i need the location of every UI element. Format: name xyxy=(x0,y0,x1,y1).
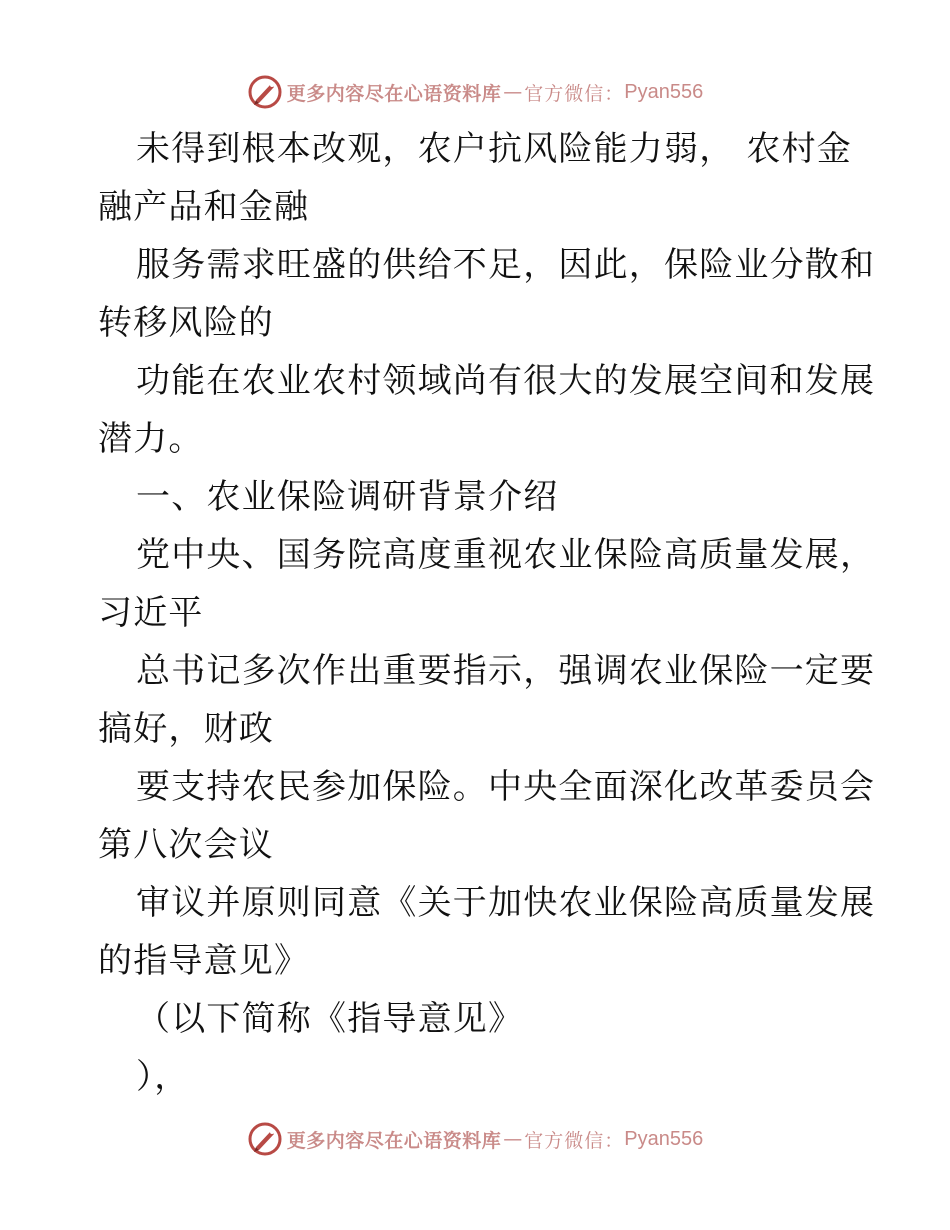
header-banner xyxy=(0,70,950,114)
text-line: 的指导意见》 xyxy=(98,941,310,981)
text-line: 要支持农民参加保险。中央全面深化改革委员会 xyxy=(136,767,876,807)
text-line: 功能在农业农村领域尚有很大的发展空间和发展 xyxy=(136,361,876,401)
text-line: 总书记多次作出重要指示，强调农业保险一定要 xyxy=(136,651,876,691)
banner-dash: — xyxy=(503,81,523,103)
text-line: 党中央、国务院高度重视农业保险高质量发展， xyxy=(136,535,876,575)
text-line: 融产品和金融 xyxy=(98,187,310,227)
text-line: 转移风险的 xyxy=(98,303,274,343)
pen-logo-icon xyxy=(247,74,283,110)
banner-title: 更多内容尽在心语资料库 xyxy=(286,82,502,105)
text-line: 搞好，财政 xyxy=(98,709,274,749)
text-line: 审议并原则同意《关于加快农业保险高质量发展 xyxy=(136,883,876,923)
banner-wechat-label: 官方微信： xyxy=(524,1129,625,1152)
text-line: 服务需求旺盛的供给不足，因此，保险业分散和 xyxy=(136,245,876,285)
banner-wechat-id: Pyan556 xyxy=(624,1127,704,1150)
text-line: 未得到根本改观，农户抗风险能力弱， 农村金 xyxy=(136,129,853,169)
footer-banner xyxy=(0,1117,950,1161)
banner-dash: — xyxy=(503,1128,523,1150)
text-line: ）， xyxy=(136,1057,190,1097)
text-line: 第八次会议 xyxy=(98,825,274,865)
section-heading: 一、农业保险调研背景介绍 xyxy=(136,477,559,517)
text-line: 习近平 xyxy=(98,593,204,633)
pen-logo-icon xyxy=(247,1121,283,1157)
banner-title: 更多内容尽在心语资料库 xyxy=(286,1129,502,1152)
banner-wechat-id: Pyan556 xyxy=(624,80,704,103)
document-body xyxy=(98,120,876,1106)
banner-wechat-label: 官方微信： xyxy=(524,82,625,105)
text-line: 潜力。 xyxy=(98,419,204,459)
text-line: （以下简称《指导意见》 xyxy=(136,999,524,1039)
